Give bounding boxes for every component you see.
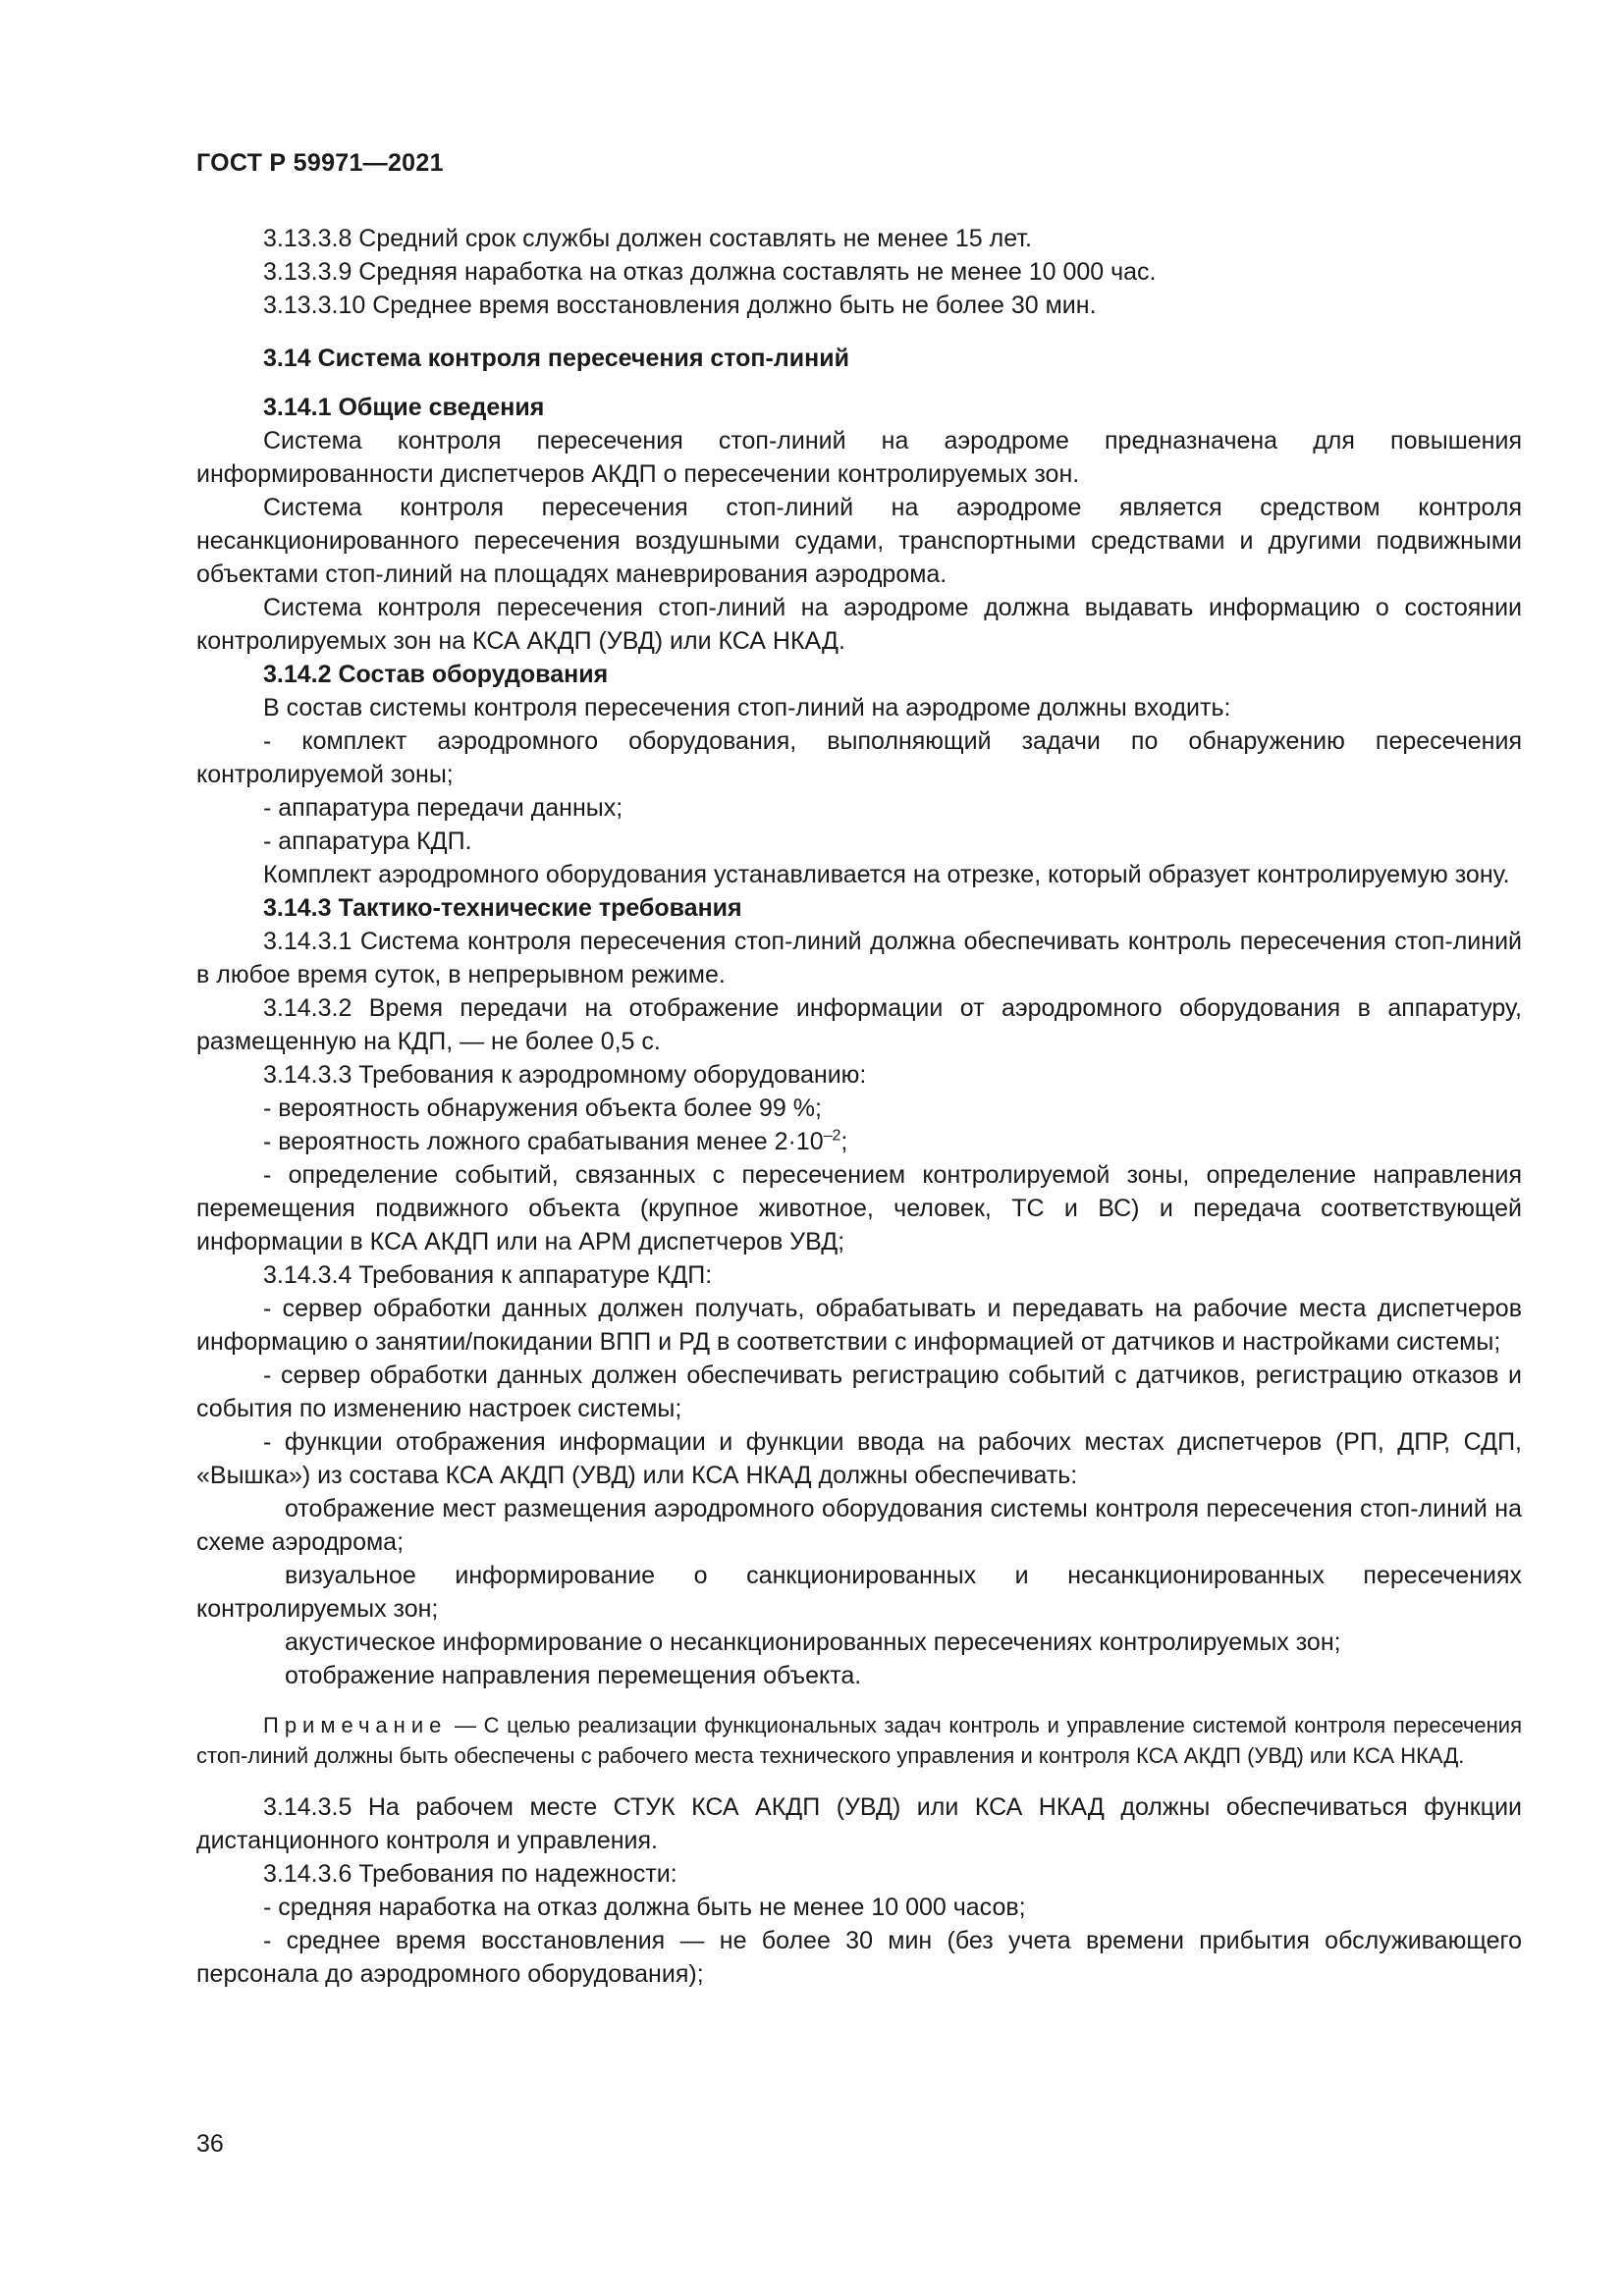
paragraph: 3.14.3.2 Время передачи на отображение информации от аэродромного оборудования в аппаратуру, размещенную на КДП, — не более 0,5 с. [196,994,1522,1055]
section-heading: 3.14 Система контроля пересечения стоп-линий [263,345,849,372]
list-item [196,1125,1522,1158]
note-paragraph [196,1710,1522,1771]
paragraph: 3.14.3.6 Требования по надежности: [263,1860,677,1888]
paragraph: Система контроля пересечения стоп-линий на аэродроме предназначена для повышения информированности диспетчеров АКДП о пересечении контролируемых зон. [196,427,1522,488]
exponent: –2 [823,1127,841,1145]
paragraph: - средняя наработка на отказ должна быть не менее 10 000 часов; [263,1894,1026,1921]
paragraph: 3.13.3.10 Среднее время восстановления должно быть не более 30 мин. [263,292,1097,319]
paragraph: отображение направления перемещения объекта. [285,1662,862,1689]
paragraph: В состав системы контроля пересечения стоп-линий на аэродроме должны входить: [263,694,1231,721]
page-number: 36 [196,2130,224,2158]
section-heading: 3.14.1 Общие сведения [263,394,545,421]
paragraph: Система контроля пересечения стоп-линий на аэродроме является средством контроля несанкционированного пересечения воздушными судами, транспортными средствами и другими подвижными объектами стоп-линий на площадях маневрирования аэродрома. [196,494,1522,588]
paragraph: Система контроля пересечения стоп-линий на аэродроме должна выдавать информацию о состоянии контролируемых зон на КСА АКДП (УВД) или КСА НКАД. [196,594,1522,655]
list-item-tail: ; [840,1128,848,1155]
section-heading: 3.14.3 Тактико-технические требования [263,894,742,922]
paragraph: отображение мест размещения аэродромного оборудования системы контроля пересечения стоп-линий на схеме аэродрома; [196,1495,1522,1556]
paragraph: - сервер обработки данных должен получать, обрабатывать и передавать на рабочие места диспетчеров информацию о занятии/покидании ВПП и РД в соответствии с информацией от датчиков и настройками системы; [196,1295,1522,1356]
paragraph: - определение событий, связанных с пересечением контролируемой зоны, определение направления перемещения подвижного объекта (крупное животное, человек, ТС и ВС) и передача соответствующей информации в КСА АКДП или на АРМ диспетчеров УВД; [196,1161,1522,1255]
paragraph: Комплект аэродромного оборудования устанавливается на отрезке, который образует контролируемую зону. [263,861,1510,888]
paragraph: 3.13.3.8 Средний срок службы должен составлять не менее 15 лет. [263,225,1032,252]
paragraph: акустическое информирование о несанкционированных пересечениях контролируемых зон; [285,1629,1341,1656]
paragraph: - сервер обработки данных должен обеспечивать регистрацию событий с датчиков, регистрацию отказов и события по изменению настроек системы; [196,1362,1522,1422]
list-item-text: - вероятность ложного срабатывания менее 2·10 [263,1128,824,1155]
paragraph: 3.14.3.3 Требования к аэродромному оборудованию: [263,1061,867,1089]
note-text: — С целью реализации функциональных задач контроль и управление системой контроля пересечения стоп-линий должны быть обеспечены с рабочего места технического управления и контроля КСА АКДП (УВД) или КСА НКАД. [196,1713,1522,1768]
paragraph: 3.14.3.5 На рабочем месте СТУК КСА АКДП (УВД) или КСА НКАД должны обеспечиваться функции дистанционного контроля и управления. [196,1793,1522,1854]
paragraph: - аппаратура передачи данных; [263,794,623,822]
paragraph: - вероятность обнаружения объекта более 99 %; [263,1095,822,1122]
note-label: Примечание [263,1713,448,1737]
document-code-header: ГОСТ Р 59971—2021 [196,149,444,177]
paragraph: - аппаратура КДП. [263,828,472,855]
document-page [196,0,1522,2296]
paragraph: 3.14.3.1 Система контроля пересечения стоп-линий должна обеспечивать контроль пересечения стоп-линий в любое время суток, в непрерывном режиме. [196,928,1522,988]
paragraph: - среднее время восстановления — не более 30 мин (без учета времени прибытия обслуживающего персонала до аэродромного оборудования); [196,1927,1522,1988]
section-heading: 3.14.2 Состав оборудования [263,661,609,688]
paragraph: 3.14.3.4 Требования к аппаратуре КДП: [263,1261,713,1289]
document-body [196,222,1522,1991]
paragraph: - функции отображения информации и функции ввода на рабочих местах диспетчеров (РП, ДПР, СДП, «Вышка») из состава КСА АКДП (УВД) или КСА НКАД должны обеспечивать: [196,1428,1522,1489]
paragraph: 3.13.3.9 Средняя наработка на отказ должна составлять не менее 10 000 час. [263,258,1157,286]
paragraph: - комплект аэродромного оборудования, выполняющий задачи по обнаружению пересечения контролируемой зоны; [196,727,1522,788]
paragraph: визуальное информирование о санкционированных и несанкционированных пересечениях контролируемых зон; [196,1562,1522,1623]
